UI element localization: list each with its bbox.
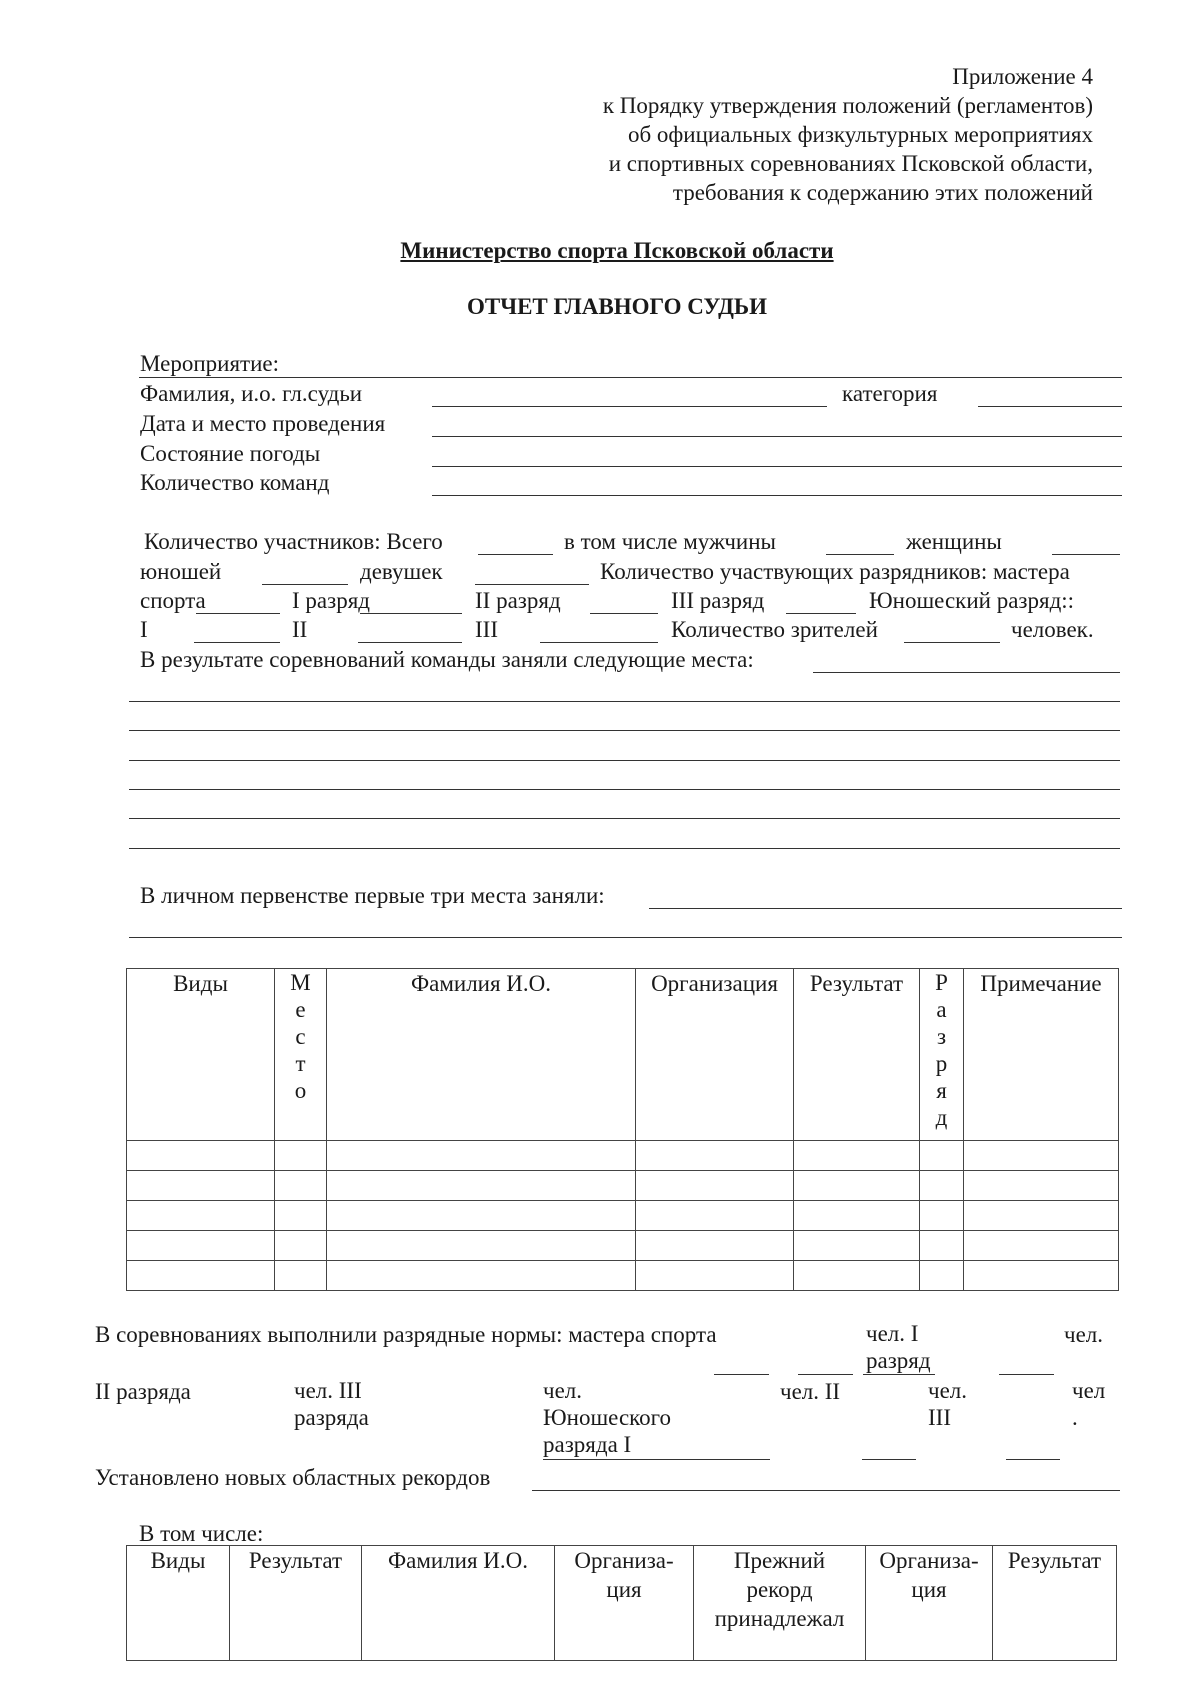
rank1-norm-line-a[interactable]	[798, 1374, 853, 1375]
individual-line[interactable]	[649, 908, 1122, 909]
table-cell[interactable]	[275, 1201, 327, 1231]
youth-rank1-line[interactable]	[194, 642, 280, 643]
records-header-row	[127, 1546, 1117, 1661]
col-header-name: Фамилия И.О.	[327, 969, 636, 1141]
rec-col-previous-holder-text: Прежний рекорд принадлежал	[714, 1548, 845, 1631]
individual-results-table	[126, 968, 1119, 1291]
norms-youth-I-text: разряда I	[543, 1432, 632, 1457]
table-cell[interactable]	[964, 1141, 1119, 1171]
event-label: Мероприятие:	[140, 351, 280, 376]
appendix-line: Приложение 4	[952, 64, 1093, 89]
total-line[interactable]	[478, 554, 553, 555]
men-line[interactable]	[826, 554, 894, 555]
participants-total-label: Количество участников: Всего	[144, 529, 443, 554]
youth-II-line[interactable]	[862, 1459, 916, 1460]
category-line[interactable]	[978, 406, 1122, 407]
norms-chel: чел.	[1064, 1322, 1104, 1347]
col-header-place-text: М е с т о	[290, 970, 311, 1103]
table-cell[interactable]	[127, 1261, 275, 1291]
col-header-rank	[920, 969, 964, 1141]
table-cell[interactable]	[127, 1231, 275, 1261]
youth-rank2-line[interactable]	[358, 642, 462, 643]
norms-youth	[543, 1377, 671, 1458]
page-title: ОТЧЕТ ГЛАВНОГО СУДЬИ	[466, 294, 768, 319]
table-cell[interactable]	[794, 1231, 920, 1261]
sport-label: спорта	[140, 588, 206, 613]
spectators-line[interactable]	[904, 642, 1000, 643]
table-cell[interactable]	[964, 1261, 1119, 1291]
girls-label: девушек	[360, 559, 443, 584]
table-cell[interactable]	[920, 1141, 964, 1171]
ministry-heading: Министерство спорта Псковской области	[400, 238, 834, 263]
col-header-result: Результат	[794, 969, 920, 1141]
table-cell[interactable]	[636, 1261, 794, 1291]
women-line[interactable]	[1052, 554, 1120, 555]
rec-col-result-text: Результат	[248, 1548, 343, 1573]
rank3-line[interactable]	[786, 613, 856, 614]
spectators-label: Количество зрителей	[671, 617, 878, 642]
youth-I-line[interactable]	[543, 1459, 770, 1460]
col-header-note: Примечание	[964, 969, 1119, 1141]
rank1-norm-line-c[interactable]	[999, 1374, 1054, 1375]
rank3-label: III разряд	[671, 588, 765, 613]
norms-chel2-text: чел.	[543, 1378, 583, 1403]
youth-rank1-label: I	[140, 617, 148, 642]
records-line[interactable]	[532, 1490, 1120, 1491]
table-cell[interactable]	[964, 1201, 1119, 1231]
rec-col-result-2-text: Результат	[1007, 1548, 1102, 1573]
date-place-label: Дата и место проведения	[140, 411, 386, 436]
judge-label: Фамилия, и.о. гл.судьи	[140, 381, 363, 406]
table-cell[interactable]	[964, 1231, 1119, 1261]
team-places-line-5[interactable]	[129, 818, 1120, 819]
table-cell[interactable]	[794, 1141, 920, 1171]
weather-line[interactable]	[432, 466, 1122, 467]
date-place-line[interactable]	[432, 436, 1122, 437]
table-cell[interactable]	[327, 1201, 636, 1231]
people-label: человек.	[1011, 617, 1094, 642]
youth-rank3-label: III	[475, 617, 498, 642]
norms-II-razryada: II разряда	[95, 1379, 191, 1404]
norms-chel-II: чел. II	[780, 1379, 841, 1404]
teams-line[interactable]	[432, 495, 1122, 496]
table-cell[interactable]	[275, 1231, 327, 1261]
table-row	[127, 1231, 1119, 1261]
individual-label: В личном первенстве первые три места заняли:	[140, 883, 605, 908]
team-places-line-6[interactable]	[129, 848, 1120, 849]
table-cell[interactable]	[794, 1261, 920, 1291]
table-cell[interactable]	[327, 1231, 636, 1261]
youth-rank3-line[interactable]	[540, 642, 658, 643]
norms-razryada-text: разряда	[294, 1405, 369, 1430]
table-cell[interactable]	[127, 1141, 275, 1171]
table-cell[interactable]	[636, 1171, 794, 1201]
table-cell[interactable]	[275, 1141, 327, 1171]
youth-rank-label: Юношеский разряд::	[869, 588, 1075, 613]
judge-line[interactable]	[432, 406, 827, 407]
table-row	[127, 1201, 1119, 1231]
table-cell[interactable]	[636, 1201, 794, 1231]
appendix-line: и спортивных соревнованиях Псковской области,	[608, 151, 1093, 176]
rank2-line[interactable]	[590, 613, 658, 614]
event-line	[139, 377, 1122, 378]
rec-col-types-text: Виды	[150, 1548, 206, 1573]
rec-col-types	[127, 1546, 230, 1661]
youths-label: юношей	[140, 559, 222, 584]
team-places-line[interactable]	[813, 672, 1120, 673]
table-cell[interactable]	[127, 1171, 275, 1201]
norms-III-text: III	[928, 1405, 951, 1430]
youth-rank2-label: II	[292, 617, 308, 642]
norms-razryad-text: разряд	[866, 1348, 931, 1373]
norms-chel-III-text: чел. III	[294, 1378, 362, 1403]
table-cell[interactable]	[327, 1141, 636, 1171]
table-cell[interactable]	[275, 1171, 327, 1201]
norms-chel-end-text: чел	[1072, 1378, 1106, 1403]
team-places-label: В результате соревнований команды заняли следующие места:	[140, 647, 754, 672]
rank1-line[interactable]	[360, 613, 462, 614]
rec-col-organization-2-text: Организа- ция	[879, 1548, 979, 1602]
table-cell[interactable]	[920, 1261, 964, 1291]
col-header-place	[275, 969, 327, 1141]
table-cell[interactable]	[920, 1231, 964, 1261]
appendix-line: об официальных физкультурных мероприятиях	[627, 122, 1093, 147]
norms-chel-I	[866, 1320, 931, 1374]
rec-col-organization	[555, 1546, 694, 1661]
norms-chel-end	[1072, 1377, 1105, 1431]
table-cell[interactable]	[794, 1201, 920, 1231]
rank1-norm-line-b[interactable]	[863, 1374, 935, 1375]
appendix-line: к Порядку утверждения положений (регламентов)	[602, 93, 1093, 118]
appendix-line: требования к содержанию этих положений	[672, 180, 1093, 205]
men-label: в том числе мужчины	[564, 529, 776, 554]
team-places-line-3[interactable]	[129, 760, 1120, 761]
table-row	[127, 1141, 1119, 1171]
norms-chel-III-2	[928, 1377, 967, 1431]
rec-col-name-text: Фамилия И.О.	[387, 1548, 529, 1573]
individual-line-2[interactable]	[129, 937, 1122, 938]
youth-III-line[interactable]	[1006, 1459, 1060, 1460]
records-table	[126, 1545, 1117, 1661]
women-label: женщины	[906, 529, 1002, 554]
rec-col-previous-holder	[694, 1546, 866, 1661]
table-cell[interactable]	[327, 1261, 636, 1291]
norms-chel3-text: чел.	[928, 1378, 968, 1403]
table-cell[interactable]	[275, 1261, 327, 1291]
table-cell[interactable]	[327, 1171, 636, 1201]
table-cell[interactable]	[636, 1231, 794, 1261]
girls-line[interactable]	[475, 584, 589, 585]
rec-col-name	[362, 1546, 555, 1661]
rec-col-result-2	[993, 1546, 1117, 1661]
table-row	[127, 1171, 1119, 1201]
norms-dot-text: .	[1072, 1405, 1078, 1430]
appendix-block	[603, 62, 1093, 207]
masters-norm-line[interactable]	[714, 1374, 769, 1375]
norms-chel-I-text: чел. I	[866, 1321, 919, 1346]
table-row	[127, 1261, 1119, 1291]
records-label: Установлено новых областных рекордов	[95, 1465, 491, 1490]
category-label: категория	[842, 381, 938, 406]
rank1-label: I разряд	[292, 588, 370, 613]
table-cell[interactable]	[794, 1171, 920, 1201]
table-header-row	[127, 969, 1119, 1141]
table-cell[interactable]	[920, 1201, 964, 1231]
table-cell[interactable]	[964, 1171, 1119, 1201]
team-places-line-4[interactable]	[129, 789, 1120, 790]
masters-line[interactable]	[196, 613, 280, 614]
rec-col-result	[230, 1546, 362, 1661]
youths-line[interactable]	[262, 584, 348, 585]
table-cell[interactable]	[920, 1171, 964, 1201]
table-cell[interactable]	[636, 1141, 794, 1171]
rank2-label: II разряд	[475, 588, 561, 613]
rec-col-organization-text: Организа- ция	[574, 1548, 674, 1602]
weather-label: Состояние погоды	[140, 441, 321, 466]
rec-col-organization-2	[866, 1546, 993, 1661]
norms-youth-text: Юношеского	[543, 1405, 672, 1430]
col-header-rank-text: Р а з р я д	[935, 970, 948, 1130]
norms-line1: В соревнованиях выполнили разрядные нормы: мастера спорта	[95, 1322, 717, 1347]
teams-label: Количество команд	[140, 470, 330, 495]
team-places-line-2[interactable]	[129, 730, 1120, 731]
team-places-line-1[interactable]	[129, 701, 1120, 702]
including-label: В том числе:	[139, 1521, 264, 1546]
ranked-masters-label: Количество участвующих разрядников: мастера	[600, 559, 1070, 584]
col-header-types: Виды	[127, 969, 275, 1141]
norms-chel-III	[294, 1377, 369, 1431]
table-cell[interactable]	[127, 1201, 275, 1231]
col-header-organization: Организация	[636, 969, 794, 1141]
